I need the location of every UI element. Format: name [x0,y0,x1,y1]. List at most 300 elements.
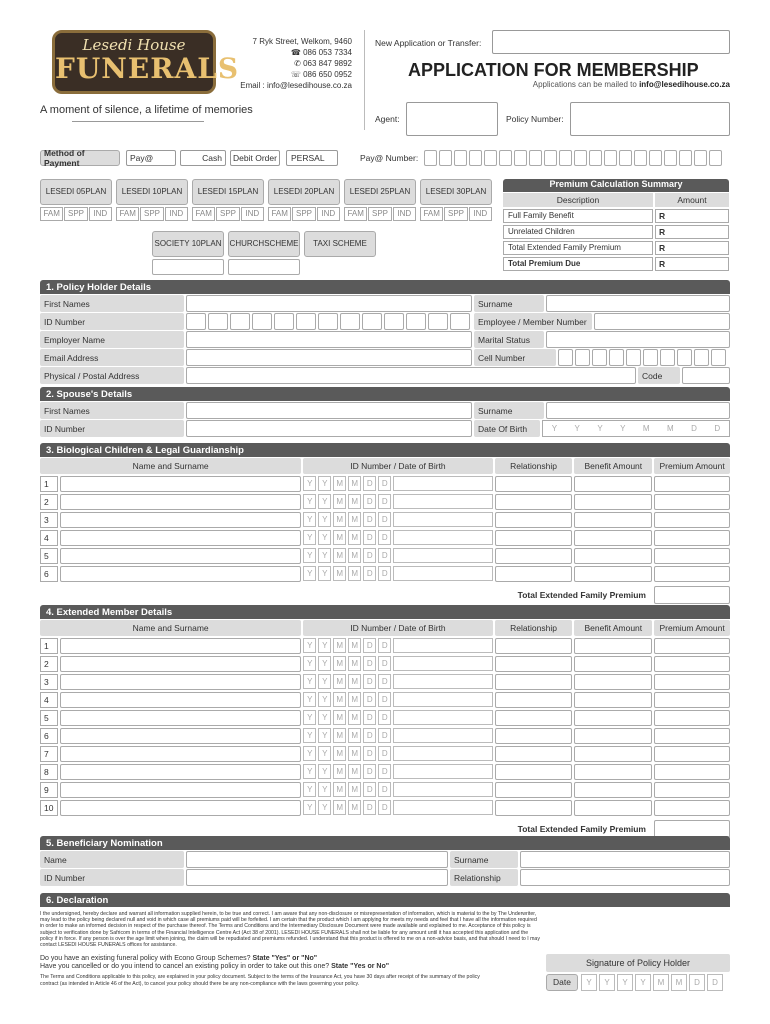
dob-cell: M [333,674,346,689]
id-digit-cell[interactable] [208,313,228,330]
dob-cell: M [333,728,346,743]
dob-cell: D [378,800,391,815]
premium-col-amt: Amount [655,193,729,207]
payat-digit-cell[interactable] [694,150,707,166]
email-field[interactable] [186,349,472,366]
policy-label: Policy Number: [506,114,564,124]
cell-digit-cell[interactable] [711,349,726,366]
extended-dob-rest [393,782,492,797]
section-2-title: 2. Spouse's Details [40,387,730,401]
premium-row [503,225,729,239]
child-benefit-field[interactable] [574,512,652,528]
extended-name-field[interactable] [60,764,301,780]
child-name-field[interactable] [60,494,301,510]
address-field[interactable] [186,367,636,384]
dob-cell: D [691,424,697,433]
premium-amount[interactable]: R [655,257,729,271]
extended-row-number: 9 [40,782,58,798]
dob-cell: D [363,476,376,491]
payat-digit-cell[interactable] [604,150,617,166]
plan-type-fam[interactable]: FAM [192,207,215,221]
child-name-field[interactable] [60,476,301,492]
date-cell: M [671,974,687,991]
spouse-id-field[interactable] [186,420,472,437]
extended-dob-rest [393,656,492,671]
dob-cell: M [642,424,650,433]
extended-dob-cells[interactable] [303,746,492,762]
child-col-header: ID Number / Date of Birth [303,458,492,474]
extended-relationship-field[interactable] [495,800,573,816]
child-premium-field[interactable] [654,548,730,564]
dob-cell: D [363,728,376,743]
code-field[interactable] [682,367,730,384]
employer-field[interactable] [186,331,472,348]
payat-digit-cell[interactable] [649,150,662,166]
child-premium-field[interactable] [654,476,730,492]
extended-dob-cells[interactable] [303,656,492,672]
dob-cell: M [333,476,346,491]
dob-cell: M [333,800,346,815]
child-benefit-field[interactable] [574,494,652,510]
id-digit-cell[interactable] [362,313,382,330]
policy-field[interactable] [570,102,730,136]
plan-type-group [40,207,112,221]
dob-cell: D [714,424,721,433]
payat-digit-cell[interactable] [514,150,527,166]
payat-digit-cell[interactable] [484,150,497,166]
id-digit-cell[interactable] [186,313,206,330]
extended-benefit-field[interactable] [574,638,652,654]
id-digit-cell[interactable] [340,313,360,330]
extended-col-header: Benefit Amount [574,620,652,636]
beneficiary-relationship-field[interactable] [520,869,730,886]
premium-col-desc: Description [503,193,653,207]
child-name-field[interactable] [60,512,301,528]
plan-type-group [192,207,264,221]
dob-cell: M [348,800,361,815]
child-row [40,530,730,546]
dob-cell: D [378,512,391,527]
extended-premium-field[interactable] [654,782,730,798]
plan-type-spp[interactable]: SPP [444,207,467,221]
extended-row [40,728,730,744]
plan-option[interactable] [268,179,340,205]
dob-cell: M [333,692,346,707]
child-relationship-field[interactable] [495,494,573,510]
plan-option[interactable] [116,179,188,205]
contact-block [240,36,352,91]
child-premium-field[interactable] [654,566,730,582]
beneficiary-name-label: Name [40,851,184,868]
extended-relationship-field[interactable] [495,638,573,654]
premium-row [503,209,729,223]
extended-dob-cells[interactable] [303,710,492,726]
other-plan-name: TAXI SCHEME [313,238,367,248]
payat-digit-cell[interactable] [469,150,482,166]
child-dob-cells[interactable] [303,548,492,564]
child-dob-cells[interactable] [303,512,492,528]
extended-row-number: 1 [40,638,58,654]
child-row-number: 6 [40,566,58,582]
dob-cell: D [363,638,376,653]
other-plan-field[interactable] [152,259,224,275]
cash-option[interactable]: Cash [180,150,226,166]
extended-dob-rest [393,764,492,779]
child-relationship-field[interactable] [495,512,573,528]
email-line: Email : info@lesedihouse.co.za [240,81,352,90]
premium-amount[interactable]: R [655,225,729,239]
extended-row-number: 5 [40,710,58,726]
other-plan-box [228,231,300,257]
dob-cell: Y [318,800,331,815]
plan-type-fam[interactable]: FAM [268,207,291,221]
payat-digit-cell[interactable] [439,150,452,166]
extended-relationship-field[interactable] [495,674,573,690]
payat-digit-cell[interactable] [709,150,722,166]
extended-name-field[interactable] [60,800,301,816]
extended-dob-cells[interactable] [303,638,492,654]
mailed-line: Applications can be mailed to info@lesedihouse.co.za [532,80,730,89]
spouse-id-label: ID Number [40,420,184,437]
extended-benefit-field[interactable] [574,782,652,798]
id-digit-cell[interactable] [406,313,426,330]
extended-name-field[interactable] [60,710,301,726]
extended-row [40,710,730,726]
dob-cell: Y [318,782,331,797]
extended-total-label: Total Extended Family Premium [517,824,646,834]
other-plan-option[interactable] [152,231,224,275]
spouse-dob-cells[interactable] [542,420,730,437]
dob-cell: M [667,424,674,433]
child-name-field[interactable] [60,530,301,546]
id-digit-cell[interactable] [450,313,470,330]
logo-main: FUNERALS [55,52,240,85]
plan-option[interactable] [420,179,492,205]
dob-cell: M [333,638,346,653]
agent-field[interactable] [406,102,498,136]
premium-title: Premium Calculation Summary [503,179,729,192]
child-name-field[interactable] [60,566,301,582]
cell-digit-cell[interactable] [643,349,658,366]
extended-relationship-field[interactable] [495,782,573,798]
payat-number-cells[interactable] [424,150,722,166]
extended-dob-cells[interactable] [303,728,492,744]
dob-cell: M [333,512,346,527]
dob-cell: Y [574,424,580,433]
beneficiary-id-field[interactable] [186,869,448,886]
dob-cell: Y [318,512,331,527]
dob-cell: Y [318,728,331,743]
dob-cell: D [363,782,376,797]
plan-type-ind[interactable]: IND [317,207,340,221]
id-digit-cell[interactable] [274,313,294,330]
payat-digit-cell[interactable] [589,150,602,166]
payat-digit-cell[interactable] [544,150,557,166]
phone-2: ✆ 063 847 9892 [294,59,352,68]
id-digit-cell[interactable] [230,313,250,330]
payat-digit-cell[interactable] [574,150,587,166]
plan-type-fam[interactable]: FAM [40,207,63,221]
child-row-number: 1 [40,476,58,492]
dob-cell: Y [303,710,316,725]
dob-cell: D [363,512,376,527]
child-premium-field[interactable] [654,512,730,528]
dob-cell: D [363,674,376,689]
plan-type-spp[interactable]: SPP [64,207,87,221]
first-names-field[interactable] [186,295,472,312]
premium-desc: Full Family Benefit [503,209,653,223]
plan-option[interactable] [192,179,264,205]
cell-digit-cell[interactable] [694,349,709,366]
premium-row [503,257,729,271]
extended-name-field[interactable] [60,656,301,672]
plan-type-ind[interactable]: IND [469,207,492,221]
premium-amount[interactable]: R [655,209,729,223]
child-relationship-field[interactable] [495,476,573,492]
cell-digit-cell[interactable] [575,349,590,366]
date-cell: D [689,974,705,991]
other-plan-option[interactable] [304,231,376,275]
child-col-header: Premium Amount [654,458,730,474]
dob-cell: Y [303,530,316,545]
cell-digit-cell[interactable] [626,349,641,366]
employee-number-field[interactable] [594,313,730,330]
extended-dob-rest [393,728,492,743]
dob-cell: M [333,710,346,725]
extended-premium-field[interactable] [654,764,730,780]
child-benefit-field[interactable] [574,566,652,582]
extended-dob-cells[interactable] [303,692,492,708]
id-digit-cell[interactable] [252,313,272,330]
surname-field[interactable] [546,295,730,312]
child-dob-cells[interactable] [303,530,492,546]
spouse-surname-field[interactable] [546,402,730,419]
beneficiary-name-field[interactable] [186,851,448,868]
plan-type-ind[interactable]: IND [241,207,264,221]
child-benefit-field[interactable] [574,530,652,546]
dob-cell: D [378,638,391,653]
plan-type-group [268,207,340,221]
plan-type-fam[interactable]: FAM [420,207,443,221]
other-plans [152,231,376,275]
plan-type-ind[interactable]: IND [393,207,416,221]
date-cell: Y [635,974,651,991]
dob-cell: Y [318,548,331,563]
extended-premium-field[interactable] [654,638,730,654]
extended-relationship-field[interactable] [495,728,573,744]
extended-name-field[interactable] [60,638,301,654]
dob-cell: D [363,494,376,509]
spouse-first-names-field[interactable] [186,402,472,419]
plan-type-group [344,207,416,221]
extended-col-header: Relationship [495,620,573,636]
plan-name: LESEDI 15 [197,186,238,196]
cell-digit-cell[interactable] [592,349,607,366]
extended-dob-cells[interactable] [303,800,492,816]
child-dob-cells[interactable] [303,494,492,510]
id-digit-cell[interactable] [384,313,404,330]
extended-row [40,800,730,816]
marital-label: Marital Status [474,331,544,348]
beneficiary-surname-field[interactable] [520,851,730,868]
employee-number-label: Employee / Member Number [474,313,592,330]
child-dob-rest [393,476,492,491]
child-benefit-field[interactable] [574,548,652,564]
dob-cell: M [333,494,346,509]
extended-premium-field[interactable] [654,710,730,726]
plan-type-spp[interactable]: SPP [216,207,239,221]
children-total-field[interactable] [654,586,730,604]
extended-benefit-field[interactable] [574,674,652,690]
marital-field[interactable] [546,331,730,348]
payat-digit-cell[interactable] [679,150,692,166]
id-digit-cell[interactable] [296,313,316,330]
cell-number-cells[interactable] [558,349,726,366]
dob-cell: M [348,764,361,779]
extended-benefit-field[interactable] [574,656,652,672]
other-plan-name: SOCIETY 10 [154,238,201,248]
dob-cell: Y [303,746,316,761]
extended-premium-field[interactable] [654,746,730,762]
extended-row [40,746,730,762]
other-plan-field[interactable] [228,259,300,275]
extended-dob-cells[interactable] [303,782,492,798]
dob-cell: M [348,638,361,653]
payment-options [126,150,338,166]
extended-benefit-field[interactable] [574,728,652,744]
extended-premium-field[interactable] [654,656,730,672]
extended-name-field[interactable] [60,746,301,762]
extended-name-field[interactable] [60,674,301,690]
beneficiary-relationship-label: Relationship [450,869,518,886]
plan-option[interactable] [344,179,416,205]
dob-cell: D [363,710,376,725]
extended-dob-rest [393,638,492,653]
child-premium-field[interactable] [654,494,730,510]
cell-digit-cell[interactable] [677,349,692,366]
payat-digit-cell[interactable] [619,150,632,166]
child-col-header: Name and Surname [40,458,301,474]
extended-premium-field[interactable] [654,800,730,816]
child-premium-field[interactable] [654,530,730,546]
dob-cell: D [378,476,391,491]
cell-digit-cell[interactable] [609,349,624,366]
extended-dob-cells[interactable] [303,764,492,780]
extended-premium-field[interactable] [654,728,730,744]
cell-digit-cell[interactable] [558,349,573,366]
plan-type-spp[interactable]: SPP [140,207,163,221]
extended-col-header: Name and Surname [40,620,301,636]
payat-digit-cell[interactable] [559,150,572,166]
dob-cell: D [363,656,376,671]
plan-type-ind[interactable]: IND [89,207,112,221]
extended-row [40,656,730,672]
child-dob-cells[interactable] [303,476,492,492]
payat-digit-cell[interactable] [499,150,512,166]
payat-digit-cell[interactable] [529,150,542,166]
child-name-field[interactable] [60,548,301,564]
cell-digit-cell[interactable] [660,349,675,366]
dob-cell: D [378,548,391,563]
plan-type-fam[interactable]: FAM [116,207,139,221]
dob-cell: Y [303,548,316,563]
dob-cell: M [333,530,346,545]
extended-relationship-field[interactable] [495,656,573,672]
id-digit-cell[interactable] [318,313,338,330]
plan-name: LESEDI 30 [425,186,466,196]
extended-benefit-field[interactable] [574,764,652,780]
persal-option[interactable]: PERSAL [286,150,338,166]
date-cell: M [653,974,669,991]
plan-type-fam[interactable]: FAM [344,207,367,221]
extended-benefit-field[interactable] [574,692,652,708]
extended-relationship-field[interactable] [495,746,573,762]
child-row [40,566,730,582]
extended-name-field[interactable] [60,692,301,708]
new-app-label: New Application or Transfer: [375,38,482,48]
premium-amount[interactable]: R [655,241,729,255]
dob-cell: M [348,728,361,743]
plan-type-spp[interactable]: SPP [292,207,315,221]
extended-benefit-field[interactable] [574,800,652,816]
extended-col-header: ID Number / Date of Birth [303,620,492,636]
other-plan-option[interactable] [228,231,300,275]
dob-cell: D [378,692,391,707]
payment-method-label: Method of Payment [40,150,120,166]
pay-at-option[interactable]: Pay@ [126,150,176,166]
plan-type-ind[interactable]: IND [165,207,188,221]
payat-digit-cell[interactable] [424,150,437,166]
dob-cell: Y [303,476,316,491]
dob-cell: D [363,692,376,707]
debit-order-option[interactable]: Debit Order [230,150,280,166]
payat-digit-cell[interactable] [664,150,677,166]
beneficiary-surname-label: Surname [450,851,518,868]
dob-cell: M [348,782,361,797]
child-dob-cells[interactable] [303,566,492,582]
extended-name-field[interactable] [60,728,301,744]
signature-date-cells[interactable] [581,974,723,991]
agent-label: Agent: [375,114,400,124]
dob-cell: M [333,548,346,563]
extended-dob-cells[interactable] [303,674,492,690]
extended-relationship-field[interactable] [495,692,573,708]
child-benefit-field[interactable] [574,476,652,492]
extended-relationship-field[interactable] [495,764,573,780]
plan-sub: PLAN [85,186,107,196]
extended-name-field[interactable] [60,782,301,798]
extended-benefit-field[interactable] [574,710,652,726]
plan-option[interactable] [40,179,112,205]
id-digit-cell[interactable] [428,313,448,330]
extended-premium-field[interactable] [654,692,730,708]
premium-summary [503,179,729,271]
child-relationship-field[interactable] [495,530,573,546]
child-relationship-field[interactable] [495,566,573,582]
extended-dob-rest [393,692,492,707]
extended-premium-field[interactable] [654,674,730,690]
payat-digit-cell[interactable] [634,150,647,166]
id-number-cells[interactable] [186,313,472,330]
plan-type-spp[interactable]: SPP [368,207,391,221]
plan-type-group [420,207,492,221]
payat-digit-cell[interactable] [454,150,467,166]
dob-cell: Y [318,692,331,707]
new-app-field[interactable] [492,30,730,54]
extended-benefit-field[interactable] [574,746,652,762]
child-relationship-field[interactable] [495,548,573,564]
extended-relationship-field[interactable] [495,710,573,726]
